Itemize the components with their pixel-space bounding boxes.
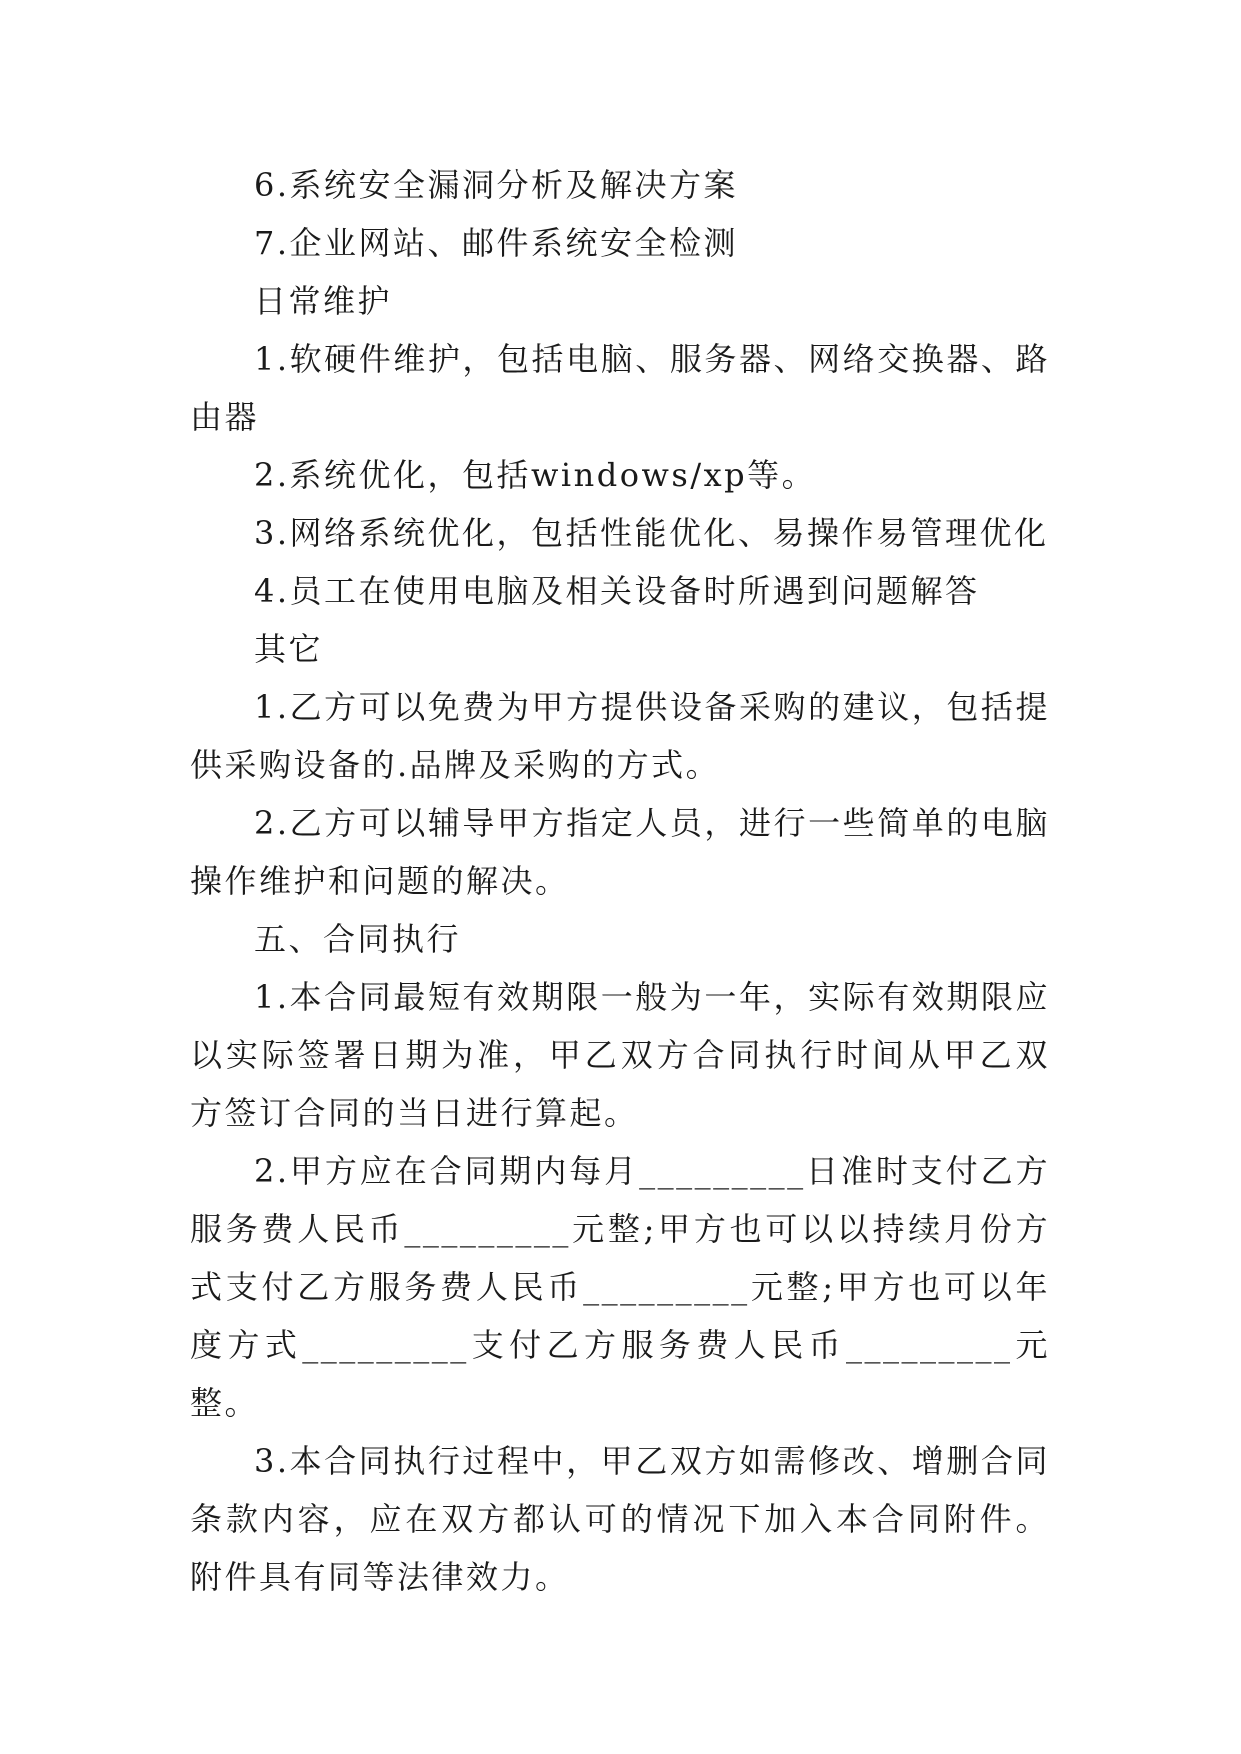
section-heading-daily-maintenance: 日常维护	[254, 282, 393, 320]
paragraph-hardware-maintenance: 1.软硬件维护，包括电脑、服务器、网络交换器、路由器	[190, 340, 1050, 436]
paragraph-system-optimization: 2.系统优化，包括windows/xp等。	[254, 456, 817, 494]
paragraph-staff-coaching: 2.乙方可以辅导甲方指定人员，进行一些简单的电脑操作维护和问题的解决。	[190, 804, 1050, 900]
paragraph-contract-term: 1.本合同最短有效期限一般为一年，实际有效期限应以实际签署日期为准，甲乙双方合同执行时间从甲乙双方签订合同的当日进行算起。	[190, 978, 1050, 1132]
paragraph-website-email-check: 7.企业网站、邮件系统安全检测	[254, 224, 739, 262]
section-heading-contract-execution: 五、合同执行	[254, 920, 462, 958]
section-heading-other: 其它	[254, 630, 324, 668]
paragraph-procurement-advice: 1.乙方可以免费为甲方提供设备采购的建议，包括提供采购设备的.品牌及采购的方式。	[190, 688, 1050, 784]
paragraph-network-optimization: 3.网络系统优化，包括性能优化、易操作易管理优化	[254, 514, 1049, 552]
document-body	[190, 156, 1050, 1606]
paragraph-security-vulnerability: 6.系统安全漏洞分析及解决方案	[254, 166, 739, 204]
paragraph-contract-amendment: 3.本合同执行过程中，甲乙双方如需修改、增删合同条款内容，应在双方都认可的情况下加入本合同附件。附件具有同等法律效力。	[190, 1442, 1050, 1596]
paragraph-payment-terms: 2.甲方应在合同期内每月_________日准时支付乙方服务费人民币_________元整;甲方也可以以持续月份方式支付乙方服务费人民币_________元整;甲方也可以年度方式_________支付乙方服务费人民币_________元整。	[190, 1152, 1050, 1422]
paragraph-employee-support: 4.员工在使用电脑及相关设备时所遇到问题解答	[254, 572, 980, 610]
